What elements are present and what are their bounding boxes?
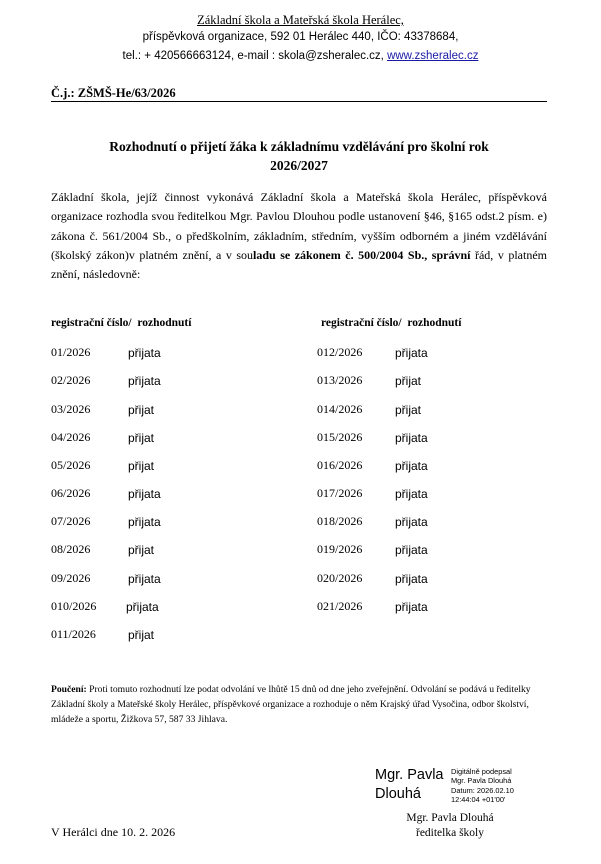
signature-second-line: Dlouhá [375,786,421,802]
decision: přijata [128,346,161,360]
decision: přijat [128,459,155,473]
signer-role: ředitelka školy [415,827,485,839]
registration-number: 021/2026 [317,599,363,613]
registration-number: 018/2026 [317,514,363,528]
registration-number: 05/2026 [51,458,91,472]
registration-number: 012/2026 [317,345,363,359]
signer-name: Mgr. Pavla Dlouhá [406,812,494,824]
registration-number: 08/2026 [51,542,91,556]
decision: přijat [128,403,155,417]
digital-signer: Mgr. Pavla Dlouhá [451,776,512,786]
left-column-header [51,317,191,329]
decision: přijata [395,543,428,557]
registration-number: 02/2026 [51,373,91,387]
registration-number: 06/2026 [51,486,91,500]
registration-number: 016/2026 [317,458,363,472]
decision: přijata [126,600,159,614]
decision: přijat [128,543,155,557]
decision: přijat [128,431,155,445]
registration-number: 07/2026 [51,514,91,528]
notice-text: Proti tomuto rozhodnutí lze podat odvolání ve lhůtě 15 dnů od dne jeho zveřejnění. Odvolání se podává u ředitelky Základní školy a Mateřské školy Herálec, příspěvkové organizace a rozhoduje o něm Krajský úřad Vysočina, odbor školství, mládeže a sportu, Žižkova 57, 587 33 Jihlava. [51,684,531,725]
header-decision: rozhodnutí [137,317,192,329]
decision: přijata [395,572,428,586]
header-decision: rozhodnutí [407,317,462,329]
decision-paragraph [51,188,547,284]
decision: přijata [395,431,428,445]
registration-number: 013/2026 [317,373,363,387]
reference-number: Č.j.: ZŠMŠ-He/63/2026 [51,86,176,100]
registration-number: 017/2026 [317,486,363,500]
date-place: V Herálci dne 10. 2. 2026 [51,825,176,839]
paragraph-text: Základní škola, jejíž činnost vykonává Základní škola a Mateřská škola Herálec, příspěvková organizace rozhodla svou ředitelkou Mgr. Pavlou Dlouhou podle ustanovení §46, §165 odst.2 písm. e) zákona č. 561/2004 Sb., o předškolním, základním, středním, vyšším odborném a jiném vzdělávání (školský zákon)v platném znění, a v sou [51,190,547,262]
decision: přijata [395,487,428,501]
decision: přijat [395,374,422,388]
signature-first-line: Mgr. Pavla [375,767,444,783]
contact-line [0,50,601,62]
website-link[interactable]: www.zsheralec.cz [387,50,479,62]
digital-signed-by-label: Digitálně podepsal [451,767,512,776]
document-title: Rozhodnutí o přijetí žáka k základnímu vzdělávání pro školní rok [109,139,489,154]
registration-number: 04/2026 [51,430,91,444]
registration-number: 015/2026 [317,430,363,444]
contact-details: tel.: + 420566663124, e-mail : skola@zsheralec.cz, [122,50,384,62]
header-reg-number: registrační číslo/ [51,317,132,329]
decision: přijata [128,487,161,501]
registration-number: 01/2026 [51,345,91,359]
decision: přijata [395,346,428,360]
header-divider [51,101,547,102]
decision: přijata [128,515,161,529]
decision: přijat [395,403,422,417]
right-column-header [321,317,461,329]
signature-name [375,766,444,804]
decision: přijata [128,572,161,586]
decision: přijata [128,374,161,388]
digital-time: 12:44:04 +01'00' [451,795,506,805]
paragraph-text-end: řád, v platném znění, následovně: [51,247,547,282]
registration-number: 09/2026 [51,571,91,585]
registration-number: 019/2026 [317,542,363,556]
digital-date: Datum: 2026.02.10 [451,785,514,795]
decision: přijata [395,600,428,614]
registration-number: 011/2026 [51,627,96,641]
decision: přijata [395,515,428,529]
paragraph-bold-text: ladu se zákonem č. 500/2004 Sb., správní [253,247,471,262]
header-reg-number: registrační číslo/ [321,317,402,329]
registration-number: 020/2026 [317,571,363,585]
notice-label: Poučení: [51,684,87,695]
registration-number: 010/2026 [51,599,97,613]
registration-number: 03/2026 [51,402,91,416]
organization-line: příspěvková organizace, 592 01 Herálec 440, IČO: 43378684, [142,31,459,43]
appeal-notice [51,683,547,727]
school-name: Základní škola a Mateřská škola Herálec, [197,13,404,27]
registration-number: 014/2026 [317,402,363,416]
school-year: 2026/2027 [270,158,328,173]
decision: přijata [395,459,428,473]
digital-signature-details [451,767,514,805]
decision: přijat [128,628,155,642]
signer-block [380,811,520,841]
